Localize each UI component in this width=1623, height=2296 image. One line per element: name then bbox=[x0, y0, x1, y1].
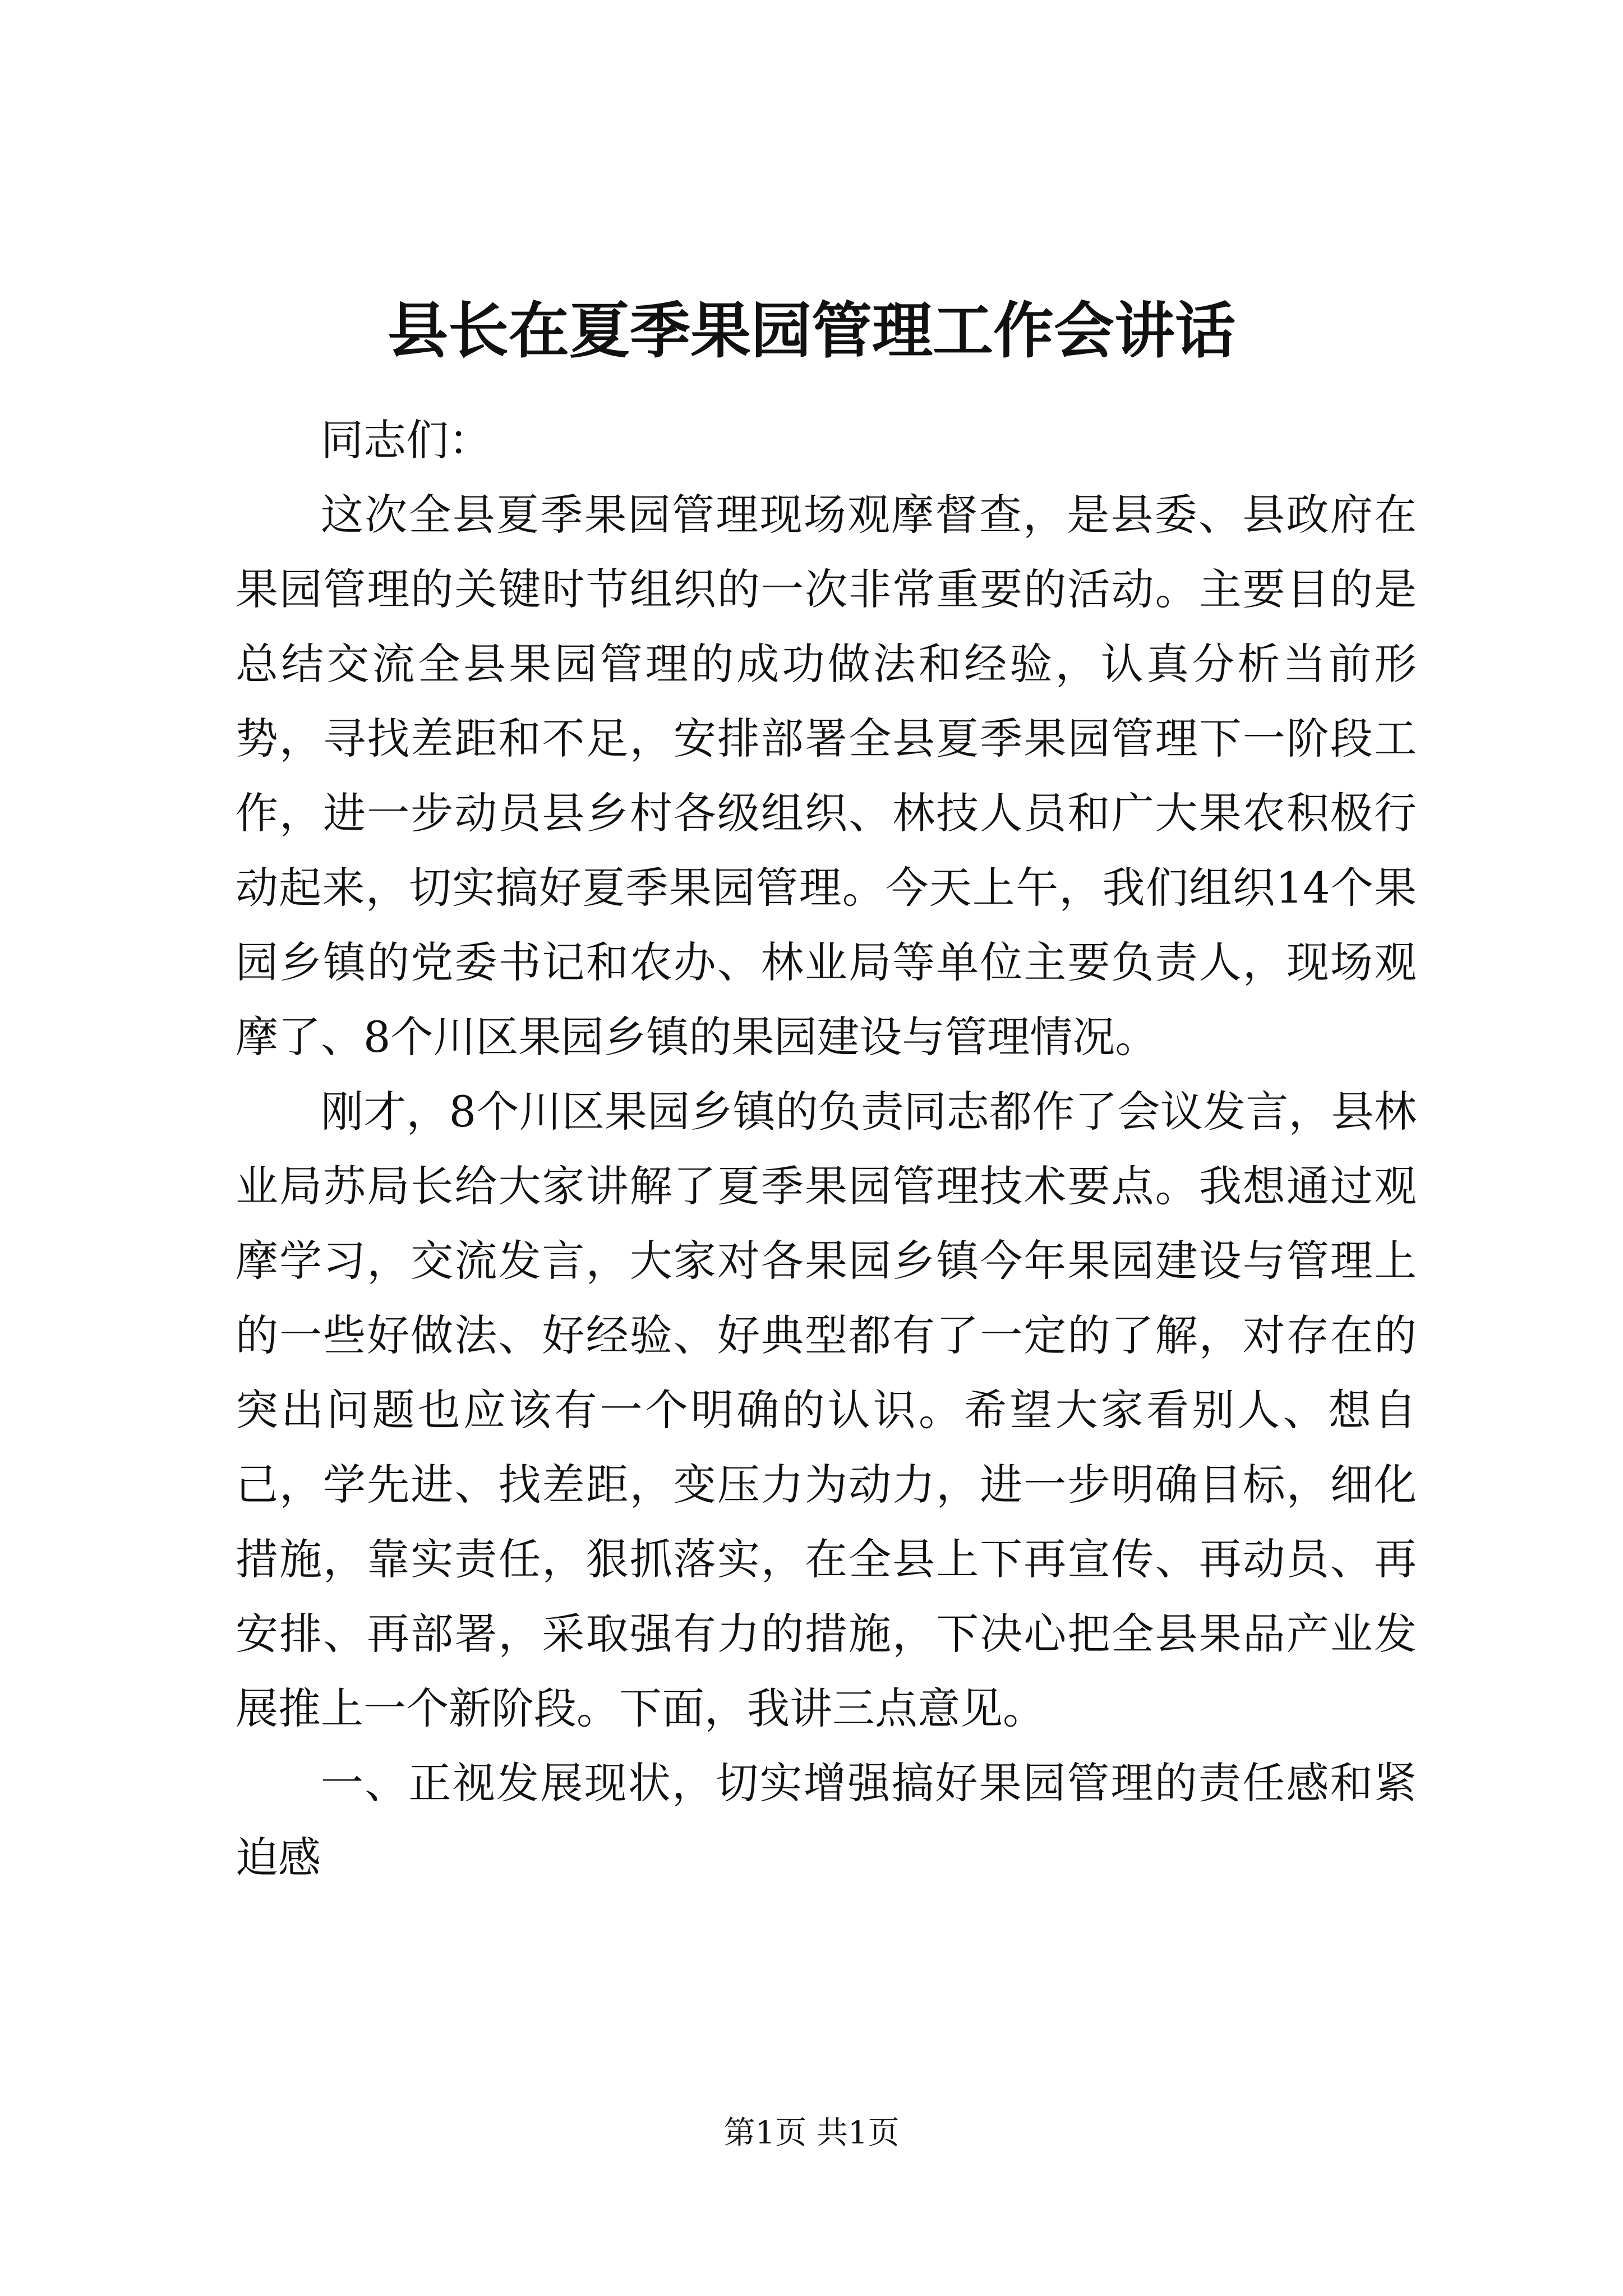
section-heading-paragraph: 一、正视发展现状，切实增强搞好果园管理的责任感和紧迫感 bbox=[236, 1758, 1417, 1883]
page-footer: 第1页 共1页 bbox=[723, 2115, 900, 2151]
document-title: 县长在夏季果园管理工作会讲话 bbox=[387, 296, 1235, 366]
document-body bbox=[236, 403, 1417, 1895]
summary-paragraph: 刚才，8个川区果园乡镇的负责同志都作了会议发言，县林业局苏局长给大家讲解了夏季果园管理技术要点。我想通过观摩学习，交流发言，大家对各果园乡镇今年果园建设与管理上的一些好做法、好经验、好典型都有了一定的了解，对存在的突出问题也应该有一个明确的认识。希望大家看别人、想自己，学先进、找差距，变压力为动力，进一步明确目标，细化措施，靠实责任，狠抓落实，在全县上下再宣传、再动员、再安排、再部署，采取强有力的措施，下决心把全县果品产业发展推上一个新阶段。下面，我讲三点意见。 bbox=[236, 1087, 1417, 1733]
salutation-paragraph: 同志们： bbox=[321, 415, 491, 465]
intro-paragraph: 这次全县夏季果园管理现场观摩督查，是县委、县政府在果园管理的关键时节组织的一次非常重要的活动。主要目的是总结交流全县果园管理的成功做法和经验，认真分析当前形势，寻找差距和不足，安排部署全县夏季果园管理下一阶段工作，进一步动员县乡村各级组织、林技人员和广大果农积极行动起来，切实搞好夏季果园管理。今天上午，我们组织14个果园乡镇的党委书记和农办、林业局等单位主要负责人，现场观摩了、8个川区果园乡镇的果园建设与管理情况。 bbox=[236, 490, 1417, 1062]
